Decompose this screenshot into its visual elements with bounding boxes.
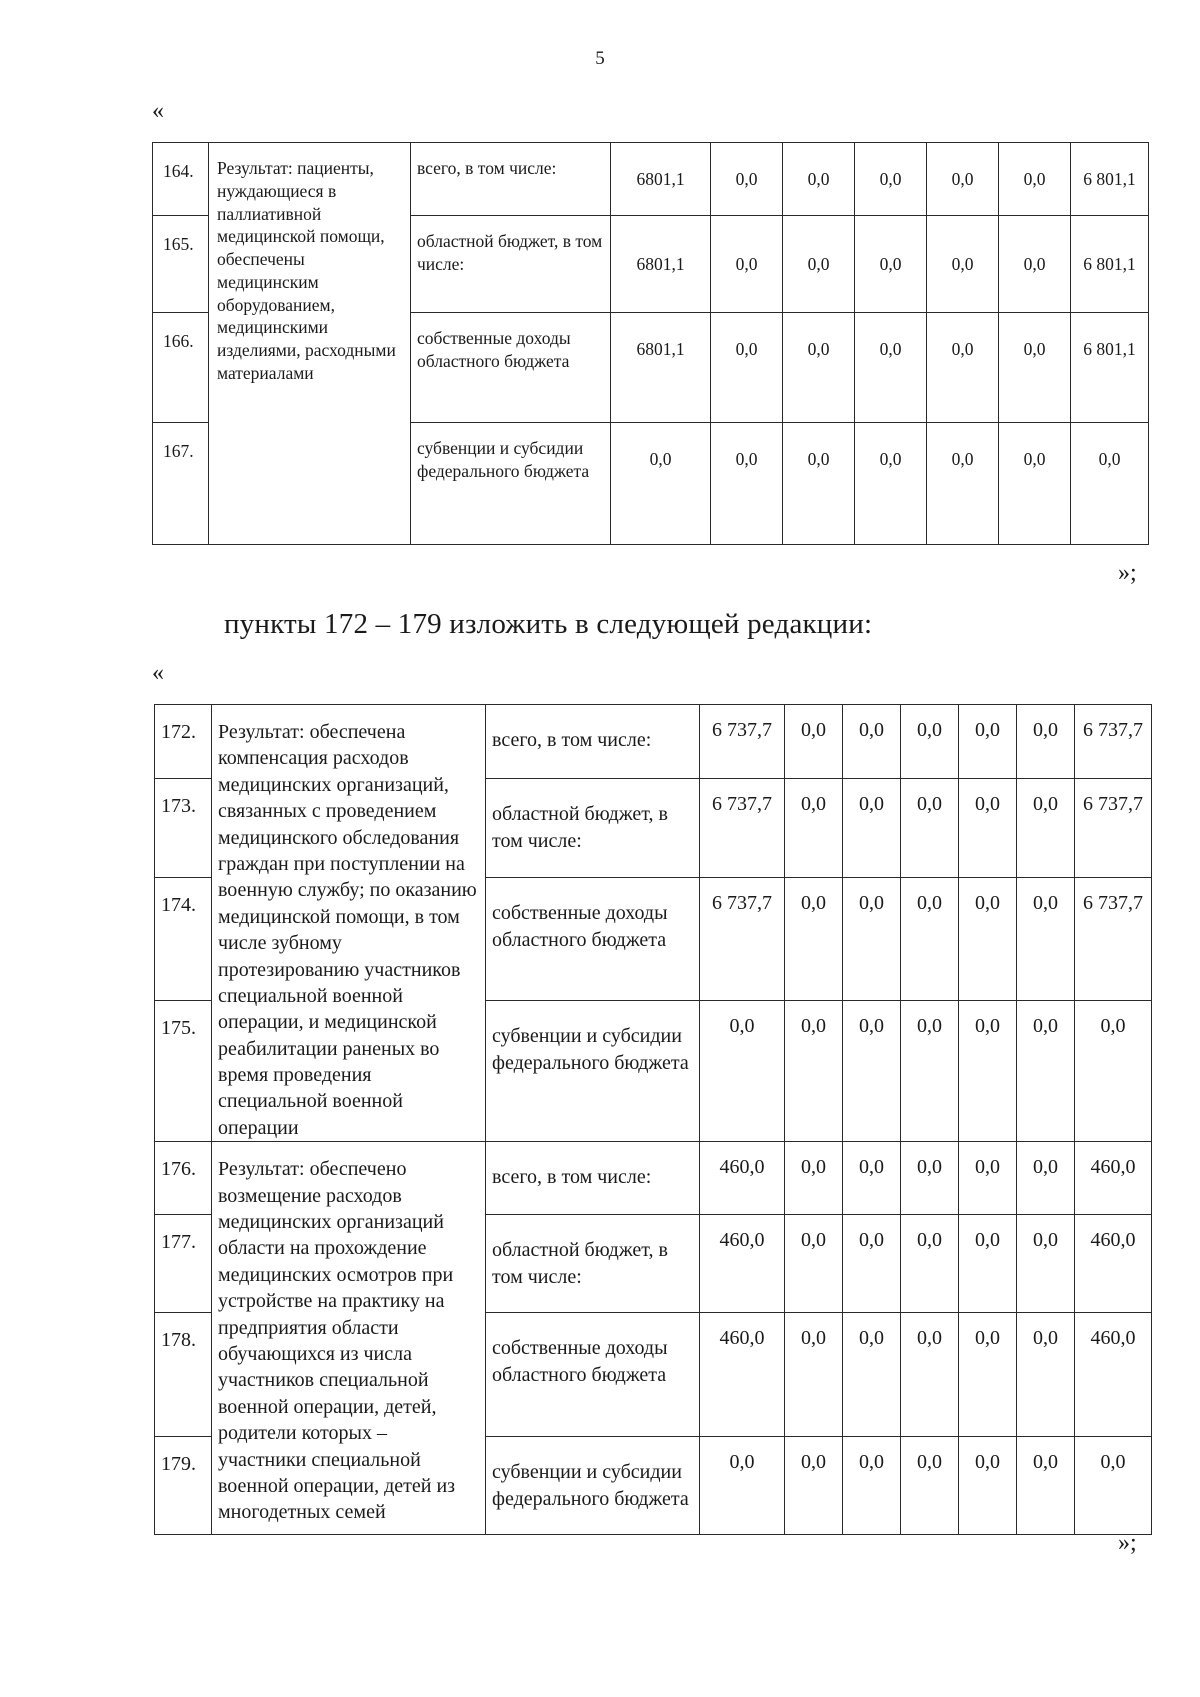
value-cell: 0,0	[843, 1142, 901, 1215]
value-cell: 0,0	[1017, 705, 1075, 779]
value-cell: 0,0	[901, 1142, 959, 1215]
value-cell: 0,0	[711, 423, 783, 545]
value-cell: 0,0	[999, 143, 1071, 216]
value-cell: 6 737,7	[1075, 705, 1152, 779]
funding-source: субвенции и субсидии федерального бюджета	[486, 1437, 700, 1535]
table-row	[153, 143, 1149, 216]
value-cell: 0,0	[785, 1142, 843, 1215]
value-cell: 460,0	[1075, 1313, 1152, 1437]
value-cell: 0,0	[1017, 1313, 1075, 1437]
value-cell: 460,0	[1075, 1142, 1152, 1215]
value-cell: 460,0	[1075, 1215, 1152, 1313]
value-cell: 0,0	[700, 1000, 785, 1141]
value-cell: 0,0	[927, 216, 999, 313]
row-number: 178.	[155, 1313, 212, 1437]
value-cell: 0,0	[785, 1000, 843, 1141]
value-cell: 0,0	[959, 1142, 1017, 1215]
table-row	[155, 1142, 1152, 1215]
value-cell: 0,0	[999, 313, 1071, 423]
value-cell: 0,0	[785, 1313, 843, 1437]
result-description: Результат: обеспечена компенсация расходов медицинских организаций, связанных с проведением медицинского обследования граждан при поступлении на военную службу; по оказанию медицинской помощи, в том числе зубному протезированию участников специальной военной операции, и медицинской реабилитации раненых во время проведения специальной военной операции	[212, 705, 486, 1142]
value-cell: 0,0	[843, 877, 901, 1000]
close-quote-2: »;	[1118, 1530, 1137, 1556]
value-cell: 0,0	[901, 705, 959, 779]
value-cell: 0,0	[855, 313, 927, 423]
value-cell: 0,0	[901, 1000, 959, 1141]
funding-source: областной бюджет, в том числе:	[411, 216, 611, 313]
funding-source: всего, в том числе:	[486, 1142, 700, 1215]
value-cell: 6 737,7	[700, 778, 785, 877]
row-number: 164.	[153, 143, 209, 216]
value-cell: 0,0	[927, 313, 999, 423]
value-cell: 6 737,7	[700, 705, 785, 779]
value-cell: 0,0	[1017, 1437, 1075, 1535]
value-cell: 6801,1	[611, 143, 711, 216]
value-cell: 460,0	[700, 1142, 785, 1215]
funding-source: областной бюджет, в том числе:	[486, 778, 700, 877]
value-cell: 0,0	[1071, 423, 1149, 545]
value-cell: 0,0	[855, 423, 927, 545]
value-cell: 6 737,7	[700, 877, 785, 1000]
value-cell: 6801,1	[611, 216, 711, 313]
funding-source: собственные доходы областного бюджета	[486, 1313, 700, 1437]
value-cell: 6 801,1	[1071, 143, 1149, 216]
value-cell: 0,0	[1017, 1142, 1075, 1215]
value-cell: 0,0	[785, 1215, 843, 1313]
value-cell: 6 801,1	[1071, 216, 1149, 313]
value-cell: 0,0	[783, 423, 855, 545]
value-cell: 0,0	[901, 877, 959, 1000]
value-cell: 0,0	[711, 216, 783, 313]
value-cell: 0,0	[959, 778, 1017, 877]
row-number: 166.	[153, 313, 209, 423]
budget-table-172-179	[154, 704, 1152, 1535]
open-quote-1: «	[152, 98, 164, 124]
value-cell: 0,0	[959, 1313, 1017, 1437]
row-number: 173.	[155, 778, 212, 877]
value-cell: 0,0	[783, 313, 855, 423]
value-cell: 0,0	[1017, 778, 1075, 877]
value-cell: 0,0	[927, 143, 999, 216]
value-cell: 0,0	[855, 216, 927, 313]
row-number: 175.	[155, 1000, 212, 1141]
value-cell: 0,0	[783, 143, 855, 216]
funding-source: субвенции и субсидии федерального бюджета	[411, 423, 611, 545]
value-cell: 0,0	[611, 423, 711, 545]
funding-source: всего, в том числе:	[486, 705, 700, 779]
row-number: 174.	[155, 877, 212, 1000]
value-cell: 0,0	[855, 143, 927, 216]
value-cell: 0,0	[1075, 1000, 1152, 1141]
funding-source: всего, в том числе:	[411, 143, 611, 216]
value-cell: 0,0	[901, 1215, 959, 1313]
value-cell: 0,0	[959, 1000, 1017, 1141]
funding-source: собственные доходы областного бюджета	[486, 877, 700, 1000]
funding-source: субвенции и субсидии федерального бюджета	[486, 1000, 700, 1141]
value-cell: 0,0	[959, 1437, 1017, 1535]
row-number: 179.	[155, 1437, 212, 1535]
value-cell: 0,0	[843, 1000, 901, 1141]
value-cell: 0,0	[843, 1437, 901, 1535]
open-quote-2: «	[152, 660, 164, 686]
result-description: Результат: обеспечено возмещение расходов медицинских организаций области на прохождение медицинских осмотров при устройстве на практику на предприятия области обучающихся из числа участников специальной военной операции, детей, родители которых – участники специальной военной операции, детей из многодетных семей	[212, 1142, 486, 1535]
value-cell: 0,0	[999, 216, 1071, 313]
value-cell: 0,0	[927, 423, 999, 545]
value-cell: 6801,1	[611, 313, 711, 423]
amendment-instruction: пункты 172 – 179 изложить в следующей редакции:	[224, 608, 873, 640]
value-cell: 0,0	[959, 1215, 1017, 1313]
row-number: 167.	[153, 423, 209, 545]
value-cell: 0,0	[959, 877, 1017, 1000]
result-description: Результат: пациенты, нуждающиеся в паллиативной медицинской помощи, обеспечены медицинским оборудованием, медицинскими изделиями, расходными материалами	[209, 143, 411, 545]
value-cell: 0,0	[843, 778, 901, 877]
value-cell: 0,0	[901, 778, 959, 877]
close-quote-1: »;	[1118, 560, 1137, 586]
row-number: 177.	[155, 1215, 212, 1313]
row-number: 165.	[153, 216, 209, 313]
value-cell: 0,0	[901, 1313, 959, 1437]
funding-source: областной бюджет, в том числе:	[486, 1215, 700, 1313]
value-cell: 0,0	[1075, 1437, 1152, 1535]
value-cell: 6 801,1	[1071, 313, 1149, 423]
budget-table-164-167	[152, 142, 1149, 545]
value-cell: 0,0	[711, 143, 783, 216]
table-row	[155, 705, 1152, 779]
value-cell: 6 737,7	[1075, 877, 1152, 1000]
value-cell: 0,0	[843, 1313, 901, 1437]
value-cell: 0,0	[785, 1437, 843, 1535]
value-cell: 0,0	[785, 778, 843, 877]
value-cell: 0,0	[711, 313, 783, 423]
value-cell: 6 737,7	[1075, 778, 1152, 877]
funding-source: собственные доходы областного бюджета	[411, 313, 611, 423]
value-cell: 0,0	[785, 705, 843, 779]
value-cell: 0,0	[1017, 877, 1075, 1000]
value-cell: 460,0	[700, 1215, 785, 1313]
value-cell: 0,0	[783, 216, 855, 313]
value-cell: 0,0	[1017, 1215, 1075, 1313]
value-cell: 0,0	[959, 705, 1017, 779]
value-cell: 0,0	[785, 877, 843, 1000]
value-cell: 0,0	[901, 1437, 959, 1535]
value-cell: 0,0	[843, 1215, 901, 1313]
row-number: 172.	[155, 705, 212, 779]
value-cell: 0,0	[843, 705, 901, 779]
page-number: 5	[595, 48, 605, 69]
value-cell: 0,0	[999, 423, 1071, 545]
value-cell: 0,0	[700, 1437, 785, 1535]
row-number: 176.	[155, 1142, 212, 1215]
value-cell: 460,0	[700, 1313, 785, 1437]
value-cell: 0,0	[1017, 1000, 1075, 1141]
